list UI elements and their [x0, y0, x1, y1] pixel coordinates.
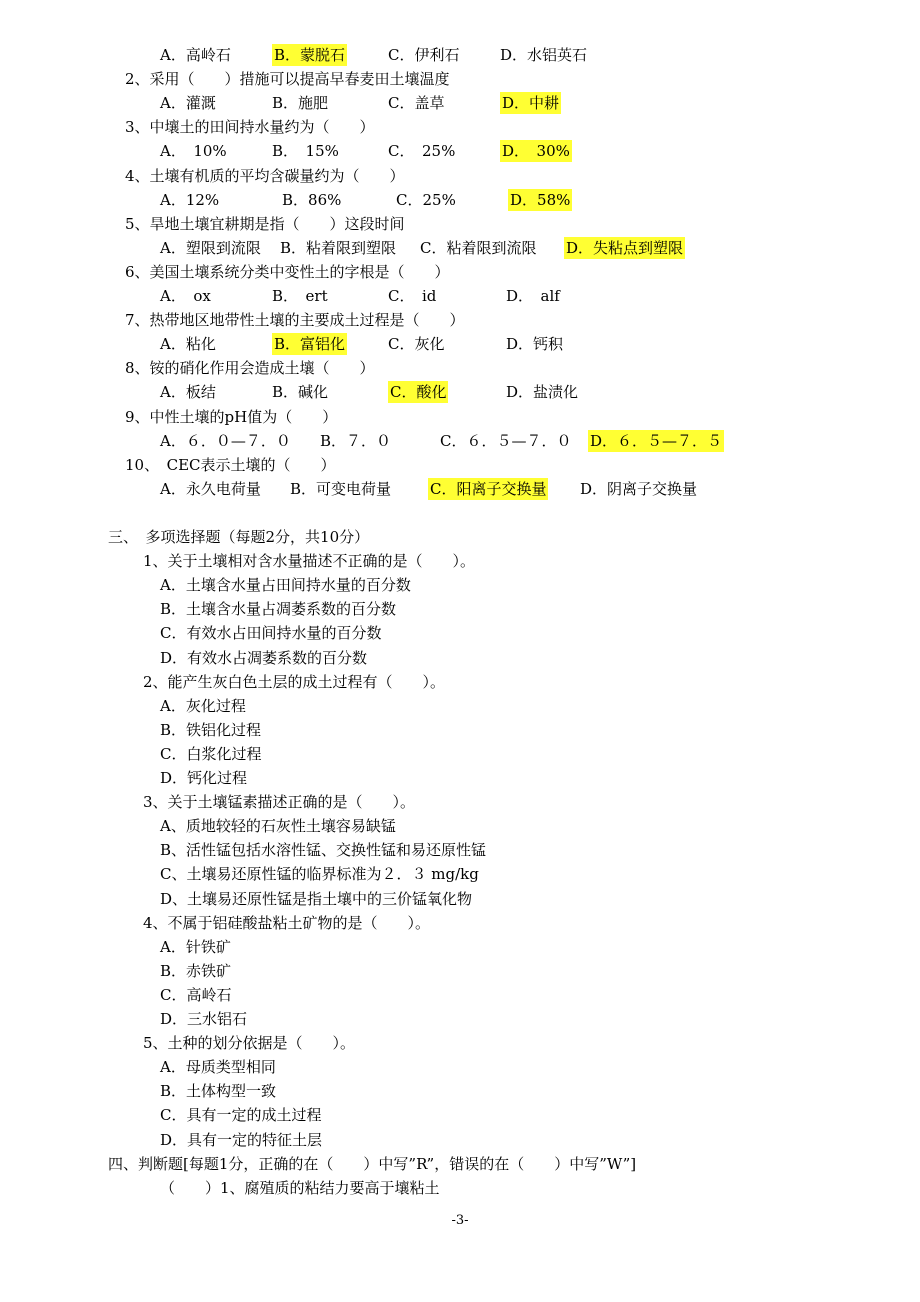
question-10 — [125, 454, 336, 476]
highlighted-answer-option: D．６．５—７．５ — [590, 431, 723, 450]
answer-option: B．碱化 — [272, 383, 329, 402]
section-title-true-false — [108, 1153, 636, 1175]
mc-question-1 — [143, 550, 475, 572]
mc-option — [160, 695, 246, 717]
answer-option: B、活性锰包括水溶性锰、交换性锰和易还原性锰 — [160, 841, 487, 860]
answer-option: C．粘着限到流限 — [420, 238, 537, 257]
answer-option: D．三水铝石 — [160, 1010, 248, 1028]
mc-option — [160, 863, 479, 885]
mc-option — [160, 815, 396, 837]
answer-option: C．灰化 — [388, 335, 445, 354]
question-text: 7、热带地区地带性土壤的主要成土过程是（ ） — [125, 311, 465, 330]
question-2 — [125, 68, 450, 90]
answer-option: C．有效水占田间持水量的百分数 — [160, 624, 382, 643]
answer-option: D．钙积 — [506, 335, 564, 354]
answer-option: D． alf — [506, 287, 560, 305]
answer-option: A． 10% — [160, 142, 227, 161]
question-text: 5、旱地土壤宜耕期是指（ ）这段时间 — [125, 214, 405, 233]
question-text: 8、铵的硝化作用会造成土壤（ ） — [125, 359, 375, 378]
answer-option: B．赤铁矿 — [160, 961, 232, 980]
answer-option: B．铁铝化过程 — [160, 720, 262, 739]
mc-option — [160, 622, 381, 644]
answer-option: A．土壤含水量占田间持水量的百分数 — [160, 576, 411, 595]
question-text: 4、土壤有机质的平均含碳量约为（ ） — [125, 166, 405, 185]
mc-option — [160, 719, 261, 741]
answer-option: A． ox — [160, 287, 211, 305]
answer-option: D．盐渍化 — [506, 383, 579, 402]
answer-option: A．针铁矿 — [160, 937, 231, 956]
question-text: 1、关于土壤相对含水量描述不正确的是（ ）。 — [143, 552, 476, 571]
answer-option: D、土壤易还原性锰是指土壤中的三价锰氧化物 — [160, 889, 473, 908]
question-text: 6、美国土壤系统分类中变性土的字根是（ ） — [125, 262, 450, 281]
mc-question-4 — [143, 912, 430, 934]
answer-option: B．施肥 — [272, 94, 329, 113]
question-text: 3、关于土壤锰素描述正确的是（ ）。 — [143, 793, 416, 812]
highlighted-answer-option: C．酸化 — [390, 383, 447, 402]
mc-option — [160, 960, 231, 982]
answer-option: A．灰化过程 — [160, 696, 246, 715]
mc-question-3 — [143, 791, 415, 813]
mc-option — [160, 647, 367, 669]
answer-option: A．母质类型相同 — [160, 1058, 276, 1077]
question-6 — [125, 261, 450, 283]
answer-option: C．伊利石 — [388, 46, 460, 64]
question-text: 5、土种的划分依据是（ ）。 — [143, 1034, 356, 1053]
answer-option: A．６．０—７．０ — [160, 431, 291, 450]
answer-option: B．86% — [282, 190, 342, 209]
answer-option: A．高岭石 — [160, 46, 231, 64]
mc-option — [160, 767, 247, 789]
answer-option: B．可变电荷量 — [290, 479, 392, 498]
answer-option: C．高岭石 — [160, 985, 232, 1004]
answer-option: A．永久电荷量 — [160, 479, 261, 498]
question-3 — [125, 116, 375, 138]
mc-option — [160, 598, 396, 620]
question-text: 3、中壤土的田间持水量约为（ ） — [125, 118, 375, 137]
section-title: 四、判断题[每题1分，正确的在（ ）中写”R”，错误的在（ ）中写”W”] — [108, 1154, 637, 1173]
question-text: 2、采用（ ）措施可以提高早春麦田土壤温度 — [125, 70, 450, 89]
highlighted-answer-option: D．失粘点到塑限 — [566, 238, 684, 257]
answer-option: B． ert — [272, 287, 328, 305]
answer-option: C． id — [388, 287, 437, 305]
mc-option — [160, 936, 231, 958]
answer-option: D．钙化过程 — [160, 769, 248, 787]
highlighted-answer-option: D．58% — [510, 190, 571, 209]
question-4 — [125, 165, 405, 187]
answer-option: C．25% — [396, 190, 456, 209]
answer-option: C．具有一定的成土过程 — [160, 1106, 322, 1125]
mc-option — [160, 1104, 321, 1126]
answer-option: B．粘着限到塑限 — [280, 238, 397, 257]
mc-option — [160, 984, 231, 1006]
highlighted-answer-option: D． 30% — [502, 142, 570, 161]
question-text: 9、中性土壤的pH值为（ ） — [125, 407, 338, 426]
question-text: 4、不属于铝硅酸盐粘土矿物的是（ ）。 — [143, 913, 431, 932]
answer-option: A、质地较轻的石灰性土壤容易缺锰 — [160, 817, 396, 836]
answer-option: C、土壤易还原性锰的临界标准为２．３ mg/kg — [160, 865, 479, 884]
answer-option: C．白浆化过程 — [160, 744, 262, 763]
answer-option: D．有效水占凋萎系数的百分数 — [160, 648, 368, 667]
mc-question-2 — [143, 671, 445, 693]
question-5 — [125, 213, 405, 235]
highlighted-answer-option: B．蒙脱石 — [274, 46, 346, 64]
answer-option: B．土壤含水量占凋萎系数的百分数 — [160, 600, 397, 619]
highlighted-answer-option: D．中耕 — [502, 94, 560, 113]
answer-option: B．土体构型一致 — [160, 1082, 277, 1101]
answer-option: A．12% — [160, 190, 220, 209]
highlighted-answer-option: C．阳离子交换量 — [430, 479, 547, 498]
answer-option: C．６．５—７．０ — [440, 431, 572, 450]
answer-option: D．具有一定的特征土层 — [160, 1130, 323, 1149]
question-text: 2、能产生灰白色土层的成土过程有（ ）。 — [143, 672, 446, 691]
page-number: -3- — [451, 1213, 469, 1228]
question-8 — [125, 357, 375, 379]
section-title: 三、 多项选择题（每题2分，共10分） — [108, 528, 370, 546]
mc-option — [160, 743, 261, 765]
tf-question-1 — [160, 1177, 440, 1199]
answer-option: C． 25% — [388, 142, 456, 161]
mc-option — [160, 1056, 276, 1078]
answer-option: A．塑限到流限 — [160, 238, 261, 257]
question-9 — [125, 406, 337, 428]
answer-option: C．盖草 — [388, 94, 445, 113]
answer-option: B．７．０ — [320, 431, 392, 450]
answer-option: D．水铝英石 — [500, 46, 588, 64]
section-title-multiple-choice — [108, 526, 369, 548]
question-7 — [125, 309, 465, 331]
mc-option — [160, 1008, 247, 1030]
answer-option: A．粘化 — [160, 335, 216, 354]
mc-option — [160, 574, 411, 596]
answer-option: D．阴离子交换量 — [580, 479, 698, 498]
answer-option: B． 15% — [272, 142, 339, 161]
answer-option: A．板结 — [160, 383, 216, 402]
mc-question-5 — [143, 1032, 355, 1054]
answer-option: A．灌溉 — [160, 94, 216, 113]
highlighted-answer-option: B．富铝化 — [274, 335, 346, 354]
mc-option — [160, 1129, 322, 1151]
mc-option — [160, 839, 486, 861]
mc-option — [160, 1080, 276, 1102]
question-text: 10、 CEC表示土壤的（ ） — [125, 455, 336, 474]
question-text: （ ）1、腐殖质的粘结力要高于壤粘土 — [160, 1178, 440, 1197]
mc-option — [160, 888, 472, 910]
